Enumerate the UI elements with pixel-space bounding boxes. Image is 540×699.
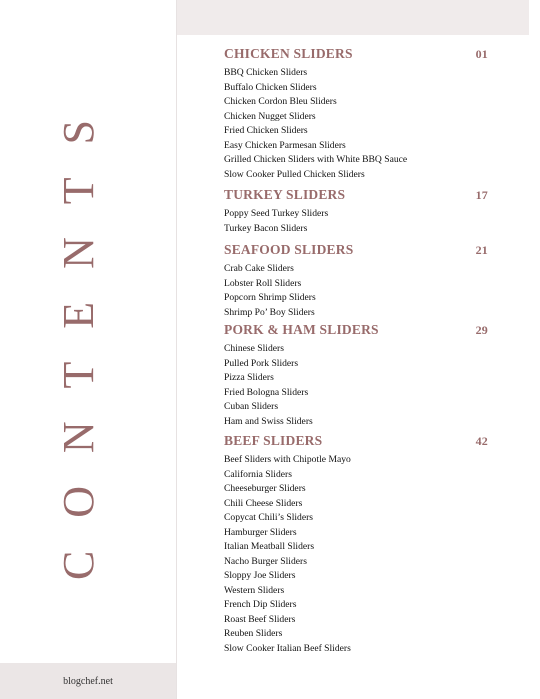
list-item: Crab Cake Sliders <box>224 263 294 274</box>
list-item: Lobster Roll Sliders <box>224 277 302 289</box>
list-item: Nacho Burger Sliders <box>224 555 307 567</box>
list-item: Chicken Cordon Bleu Sliders <box>224 96 337 107</box>
site-label: blogchef.net <box>63 676 113 687</box>
list-item: Turkey Bacon Sliders <box>224 222 308 234</box>
list-item: Fried Bologna Sliders <box>224 386 309 398</box>
list-item: Italian Meatball Sliders <box>224 541 315 552</box>
list-item: Ham and Swiss Sliders <box>224 415 313 427</box>
list-item: Chinese Sliders <box>224 343 284 354</box>
list-item: Roast Beef Sliders <box>224 613 296 625</box>
section-heading <box>224 241 488 259</box>
list-item: Slow Cooker Italian Beef Sliders <box>224 642 351 654</box>
section-page-number: 42 <box>475 434 488 448</box>
section-title: BEEF SLIDERS <box>224 433 323 448</box>
list-item: Grilled Chicken Sliders with White BBQ Sauce <box>224 154 408 165</box>
list-item: Buffalo Chicken Sliders <box>224 81 317 93</box>
section-heading <box>224 432 488 450</box>
section-seafood <box>224 241 488 320</box>
section-beef <box>224 432 488 656</box>
table-of-contents <box>224 45 488 656</box>
section-heading <box>224 321 488 339</box>
list-item: California Sliders <box>224 468 292 480</box>
section-title: SEAFOOD SLIDERS <box>224 242 354 257</box>
section-heading <box>224 186 488 204</box>
section-page-number: 21 <box>475 243 488 257</box>
list-item: Shrimp Po’ Boy Sliders <box>224 306 315 318</box>
list-item: Chicken Nugget Sliders <box>224 110 316 122</box>
list-item: Copycat Chili’s Sliders <box>224 512 314 523</box>
list-item: Poppy Seed Turkey Sliders <box>224 208 329 219</box>
section-page-number: 01 <box>475 47 488 61</box>
list-item: Pulled Pork Sliders <box>224 357 299 369</box>
list-item: Sloppy Joe Sliders <box>224 570 296 581</box>
section-title: TURKEY SLIDERS <box>224 187 346 202</box>
list-item: Beef Sliders with Chipotle Mayo <box>224 454 351 465</box>
list-item: Western Sliders <box>224 584 285 596</box>
list-item: Chili Cheese Sliders <box>224 497 303 509</box>
list-item: Popcorn Shrimp Sliders <box>224 292 316 303</box>
contents-title-text: CONTENTS <box>54 120 103 580</box>
list-item: Cuban Sliders <box>224 401 279 412</box>
section-page-number: 29 <box>475 323 488 337</box>
top-band <box>177 0 529 35</box>
list-item: French Dip Sliders <box>224 599 297 610</box>
section-turkey <box>224 186 488 236</box>
contents-vertical-title <box>53 115 133 585</box>
section-heading <box>224 45 488 63</box>
section-title: CHICKEN SLIDERS <box>224 46 353 61</box>
list-item: BBQ Chicken Sliders <box>224 67 308 78</box>
section-page-number: 17 <box>475 188 488 202</box>
list-item: Cheeseburger Sliders <box>224 483 306 494</box>
list-item: Hamburger Sliders <box>224 526 297 538</box>
section-chicken <box>224 45 488 182</box>
list-item: Pizza Sliders <box>224 372 274 383</box>
list-item: Slow Cooker Pulled Chicken Sliders <box>224 168 365 180</box>
list-item: Easy Chicken Parmesan Sliders <box>224 139 346 151</box>
section-title: PORK & HAM SLIDERS <box>224 322 379 337</box>
list-item: Reuben Sliders <box>224 628 283 639</box>
list-item: Fried Chicken Sliders <box>224 125 308 136</box>
section-pork-ham <box>224 321 488 429</box>
sidebar <box>0 0 177 699</box>
